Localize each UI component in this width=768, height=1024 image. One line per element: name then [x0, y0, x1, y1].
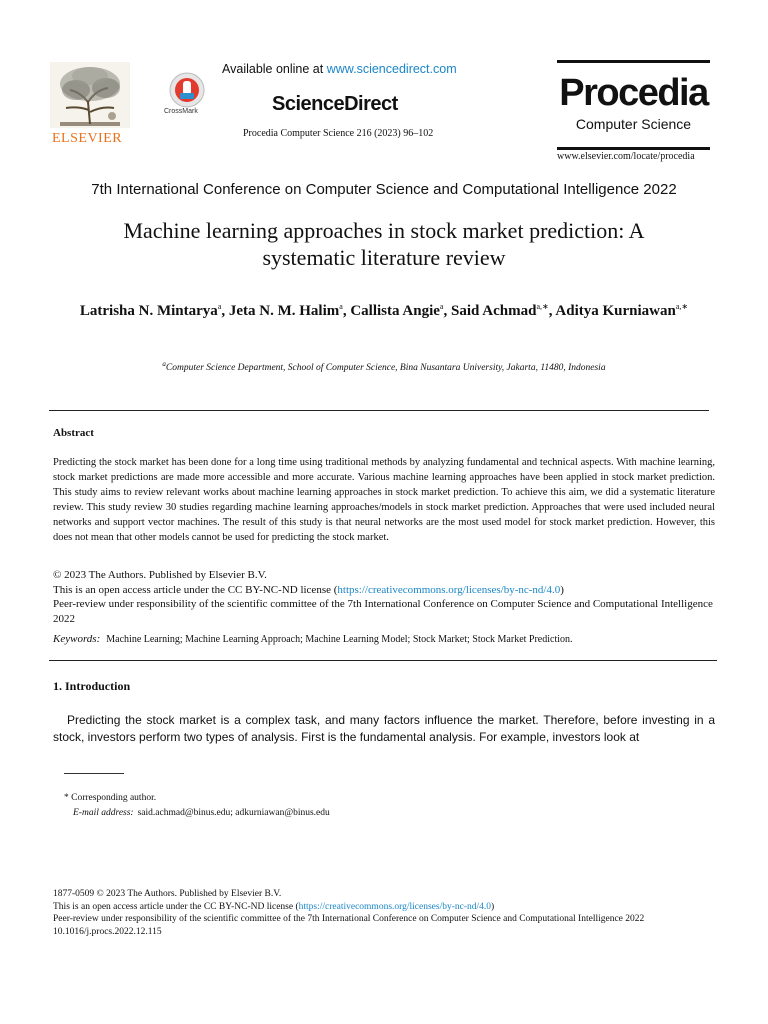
footer-license-link[interactable]: https://creativecommons.org/licenses/by-nc-nd/4.0: [298, 901, 492, 912]
doi[interactable]: 10.1016/j.procs.2022.12.115: [53, 926, 162, 937]
procedia-subtitle: Computer Science: [575, 116, 692, 132]
author-name: Said Achmad: [450, 303, 537, 319]
author-name: Jeta N. M. Halim: [228, 303, 340, 319]
author-emails: [73, 808, 330, 818]
author-affiliation-mark: a,∗: [536, 302, 549, 311]
available-prefix: Available online at: [222, 62, 327, 76]
affiliation-text: Computer Science Department, School of Computer Science, Bina Nusantara University, Jakarta, 11480, Indonesia: [165, 363, 606, 374]
footer-peer-review: Peer-review under responsibility of the scientific committee of the 7th International Conference on Computer Science and Computational Intelligence 2022: [53, 914, 645, 924]
author-name: Latrisha N. Mintarya: [79, 303, 218, 319]
license-link[interactable]: https://creativecommons.org/licenses/by-nc-nd/4.0: [337, 583, 561, 596]
divider: [49, 660, 717, 661]
license-line: [53, 583, 715, 598]
abstract-heading: Abstract: [53, 427, 94, 439]
abstract-body: Predicting the stock market has been done for a long time using traditional methods by analyzing fundamental and technical aspects. With machine learning, stock market predictions are made more accessible and more accurate. Various machine learning approaches have been applied in stock market prediction. This study aims to review relevant works about machine learning approaches in stock market prediction. To achieve this aim, we did a systematic literature review. This study review 30 studies regarding machine learning approaches/models in stock market prediction. Approaches that were used included neural networks and support vector machines. The result of this study is that neural networks are the most used model for stock market prediction. However, this does not mean that other models cannot be used for predicting the stock market.: [53, 457, 715, 543]
affiliation-mark: a: [162, 360, 166, 368]
keywords-label: Keywords:: [53, 633, 101, 645]
section-heading-introduction: 1. Introduction: [53, 679, 131, 693]
license-suffix: ): [560, 583, 564, 596]
paper-title-line-1: Machine learning approaches in stock market prediction: A: [123, 218, 645, 243]
keywords: [53, 633, 715, 645]
copyright-line: © 2023 The Authors. Published by Elsevier B.V.: [53, 569, 267, 581]
introduction-body: Predicting the stock market is a complex task, and many factors influence the market. Therefore, before investing in a stock, investors perform two types of analysis. First is the fundamental analysis. For example, investors look at: [53, 713, 715, 744]
divider: [49, 410, 709, 411]
author-affiliation-mark: a: [339, 302, 343, 311]
paper-title: [80, 217, 688, 271]
author-affiliation-mark: a: [217, 302, 222, 311]
footer-license-suffix: ): [491, 901, 495, 912]
journal-reference: Procedia Computer Science 216 (2023) 96–102: [243, 128, 434, 139]
keywords-text: Machine Learning; Machine Learning Approach; Machine Learning Model; Stock Market; Stock Market Prediction.: [106, 634, 573, 645]
issn-line: 1877-0509 © 2023 The Authors. Published by Elsevier B.V.: [53, 889, 282, 899]
corresponding-author-note: * Corresponding author.: [64, 793, 157, 803]
affiliation: [0, 360, 768, 373]
sciencedirect-wordmark: ScienceDirect: [272, 93, 398, 115]
page-footer: [53, 888, 721, 938]
email-label: E-mail address:: [73, 808, 134, 818]
available-online-text: [222, 62, 457, 76]
author-affiliation-mark: a,∗: [675, 302, 689, 311]
author-name: Callista Angie: [350, 303, 440, 319]
license-block: [53, 568, 715, 626]
author-affiliation-mark: a: [439, 302, 444, 311]
sciencedirect-link[interactable]: www.sciencedirect.com: [326, 62, 457, 76]
footer-license-prefix: This is an open access article under the CC BY-NC-ND license (: [53, 901, 299, 912]
procedia-title: Procedia: [559, 72, 708, 114]
conference-name: 7th International Conference on Computer Science and Computational Intelligence 2022: [91, 181, 677, 198]
elsevier-url[interactable]: www.elsevier.com/locate/procedia: [557, 151, 695, 162]
footnote-divider: [64, 773, 124, 774]
email-addresses[interactable]: said.achmad@binus.edu; adkurniawan@binus.edu: [137, 808, 330, 818]
paper-title-line-2: systematic literature review: [262, 245, 506, 270]
footer-license-line: [53, 901, 721, 914]
elsevier-wordmark: ELSEVIER: [52, 131, 123, 146]
crossmark-label: CrossMark: [164, 108, 198, 115]
author-list: Latrisha N. Mintarya$^a$, Jeta N. M. Halim$^a$, Callista Angie$^a$, Said Achmad$^{a,∗}$, Aditya Kurniawan$^{a,∗}$: [79, 302, 689, 319]
author-name: Aditya Kurniawan: [555, 303, 676, 319]
peer-review-line: Peer-review under responsibility of the scientific committee of the 7th International Conference on Computer Science and Computational Intelligence 2022: [53, 598, 713, 625]
license-prefix: This is an open access article under the CC BY-NC-ND license (: [53, 583, 338, 596]
